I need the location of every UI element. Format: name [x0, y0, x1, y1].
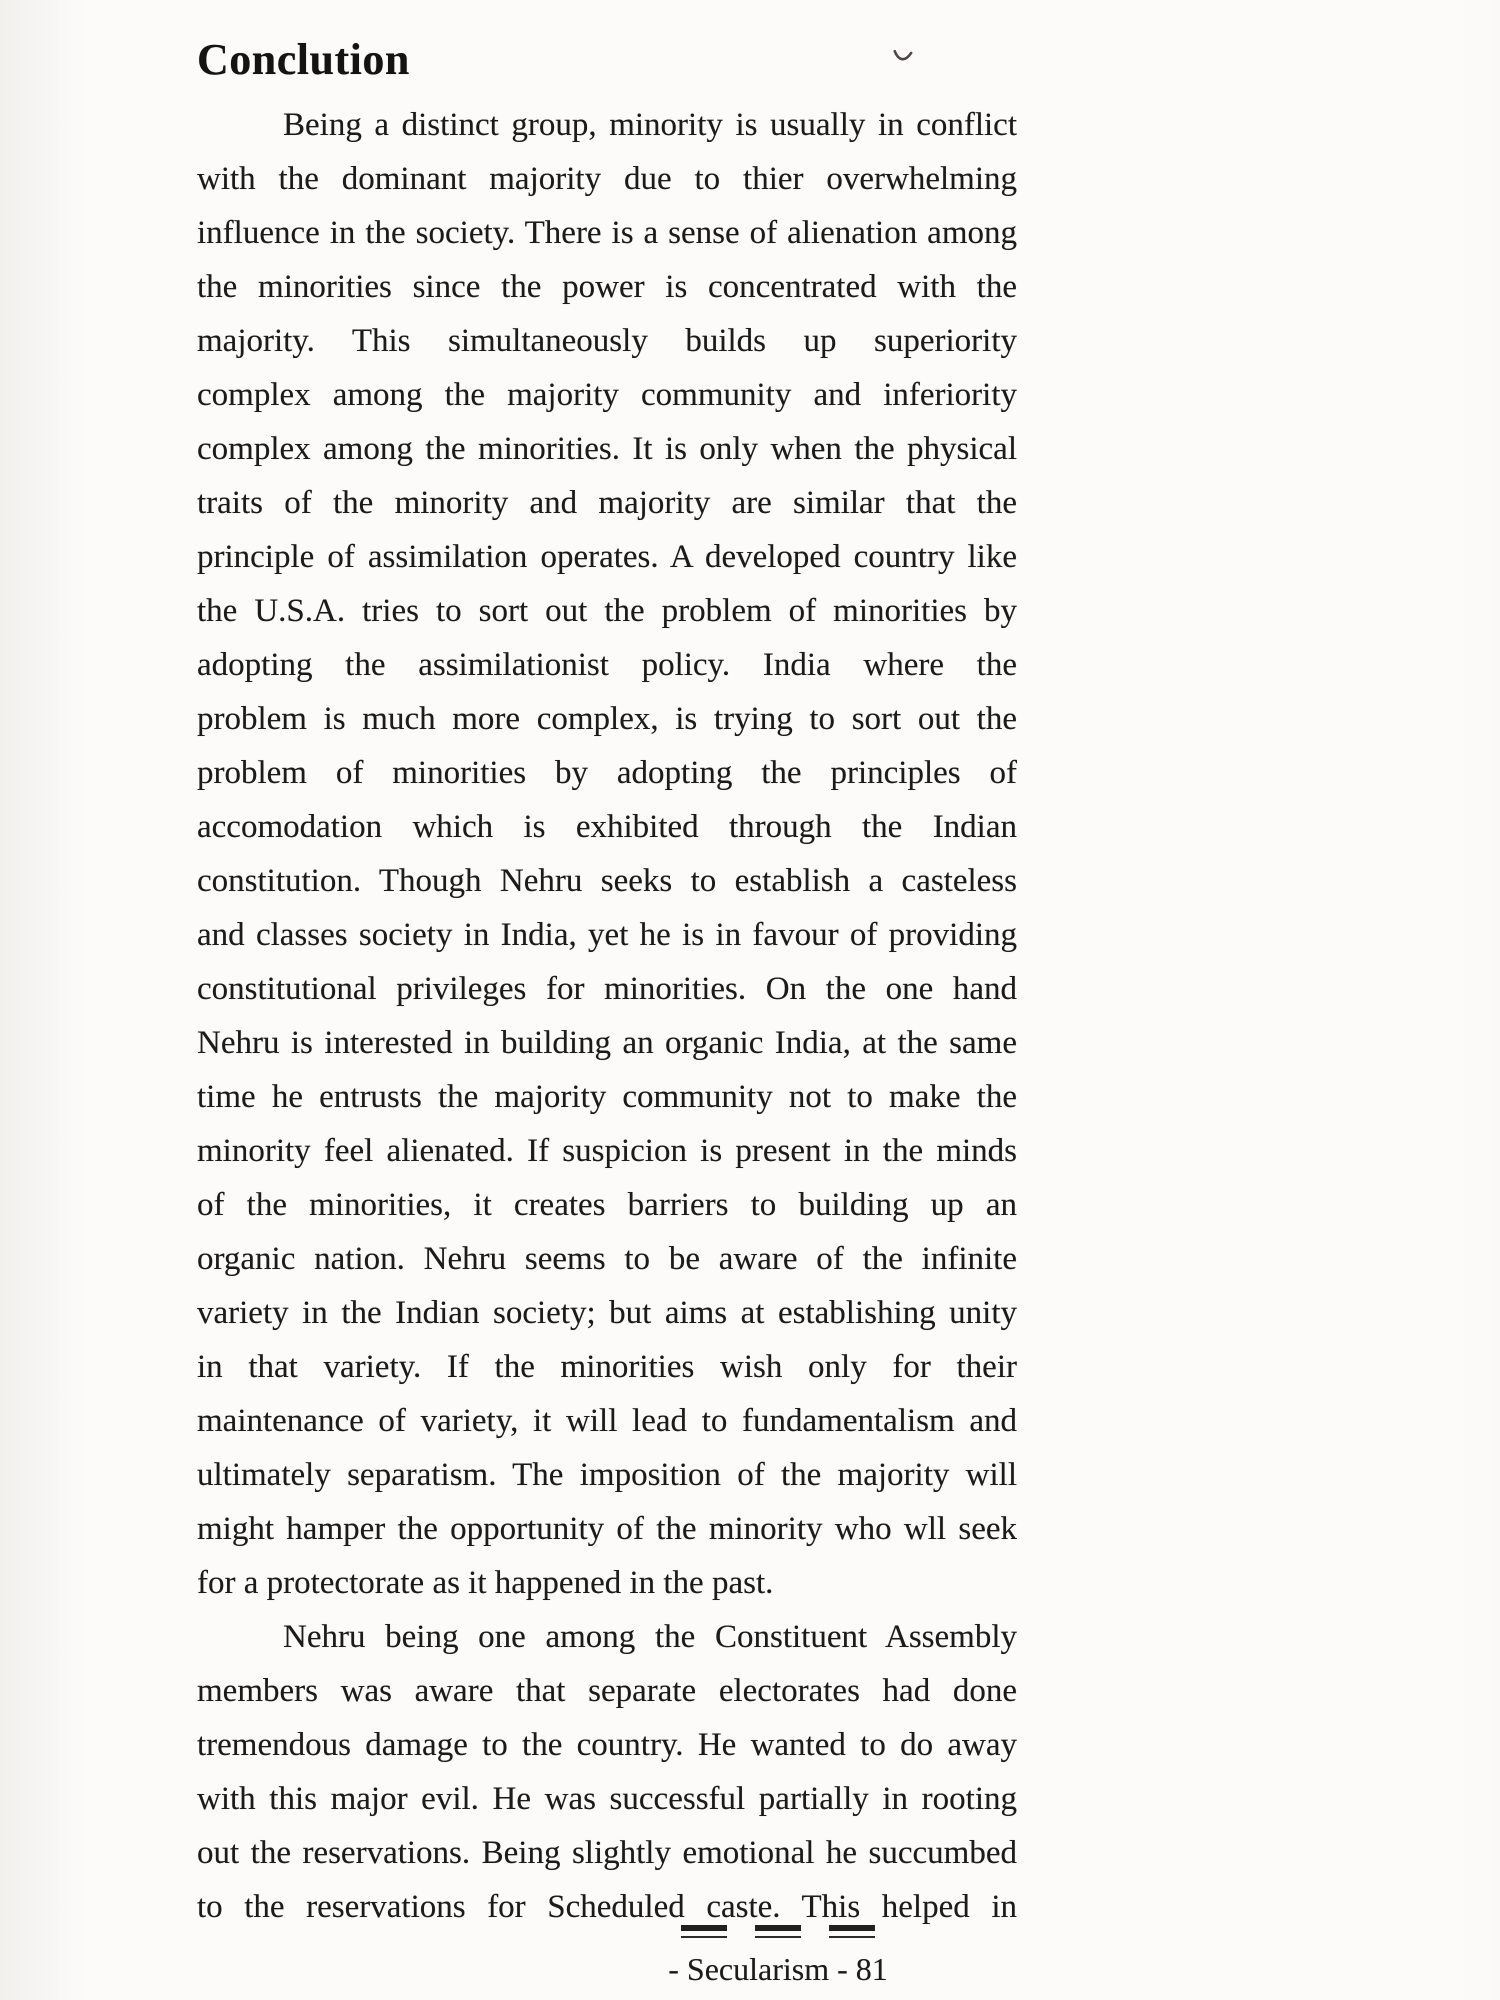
text-line: constitutional privileges for minorities. On the one hand: [197, 971, 1017, 1007]
text-line: time he entrusts the majority community not to make the: [197, 1079, 1017, 1115]
text-line: Nehru being one among the Constituent Assembly: [283, 1619, 1017, 1655]
footer-dash: [755, 1925, 801, 1938]
text-line: with the dominant majority due to thier overwhelming: [197, 161, 1017, 197]
text-line: for a protectorate as it happened in the past.: [197, 1565, 774, 1601]
page-footer: [28, 1922, 1500, 1990]
text-line: the minorities since the power is concentrated with the: [197, 269, 1017, 305]
text-line: tremendous damage to the country. He wanted to do away: [197, 1727, 1017, 1763]
text-line: in that variety. If the minorities wish only for their: [197, 1349, 1017, 1385]
text-line: Being a distinct group, minority is usually in conflict: [283, 107, 1017, 143]
text-line: Nehru is interested in building an organic India, at the same: [197, 1025, 1017, 1061]
text-line: constitution. Though Nehru seeks to establish a casteless: [197, 863, 1017, 899]
text-line: complex among the minorities. It is only when the physical: [197, 431, 1017, 467]
footer-dash: [829, 1925, 875, 1938]
text-line: accomodation which is exhibited through the Indian: [197, 809, 1017, 845]
text-line: complex among the majority community and inferiority: [197, 377, 1017, 413]
text-line: variety in the Indian society; but aims at establishing unity: [197, 1295, 1017, 1331]
footer-separator-dashes: [28, 1922, 1500, 1948]
text-line: out the reservations. Being slightly emotional he succumbed: [197, 1835, 1017, 1871]
page-title: Conclution: [197, 35, 410, 84]
text-line: traits of the minority and majority are similar that the: [197, 485, 1017, 521]
footer-dash: [681, 1925, 727, 1938]
footer-page-label: - Secularism - 81: [668, 1951, 888, 1987]
paragraph: [197, 1610, 1017, 1934]
page-body: [197, 98, 1017, 1934]
text-line: problem of minorities by adopting the principles of: [197, 755, 1017, 791]
text-line: minority feel alienated. If suspicion is present in the minds: [197, 1133, 1017, 1169]
text-line: adopting the assimilationist policy. India where the: [197, 647, 1017, 683]
text-column: [197, 34, 1017, 1934]
text-line: members was aware that separate electorates had done: [197, 1673, 1017, 1709]
text-line: and classes society in India, yet he is in favour of providing: [197, 917, 1017, 953]
text-line: of the minorities, it creates barriers to building up an: [197, 1187, 1017, 1223]
text-line: maintenance of variety, it will lead to fundamentalism and: [197, 1403, 1017, 1439]
text-line: ultimately separatism. The imposition of the majority will: [197, 1457, 1017, 1493]
text-line: the U.S.A. tries to sort out the problem of minorities by: [197, 593, 1017, 629]
text-line: problem is much more complex, is trying to sort out the: [197, 701, 1017, 737]
text-line: principle of assimilation operates. A developed country like: [197, 539, 1017, 575]
text-line: with this major evil. He was successful partially in rooting: [197, 1781, 1017, 1817]
text-line: organic nation. Nehru seems to be aware of the infinite: [197, 1241, 1017, 1277]
text-line: majority. This simultaneously builds up superiority: [197, 323, 1017, 359]
text-line: might hamper the opportunity of the minority who wll seek: [197, 1511, 1017, 1547]
text-line: influence in the society. There is a sense of alienation among: [197, 215, 1017, 251]
paragraph: [197, 98, 1017, 1610]
text-line: to the reservations for Scheduled caste. This helped in: [197, 1889, 1017, 1925]
